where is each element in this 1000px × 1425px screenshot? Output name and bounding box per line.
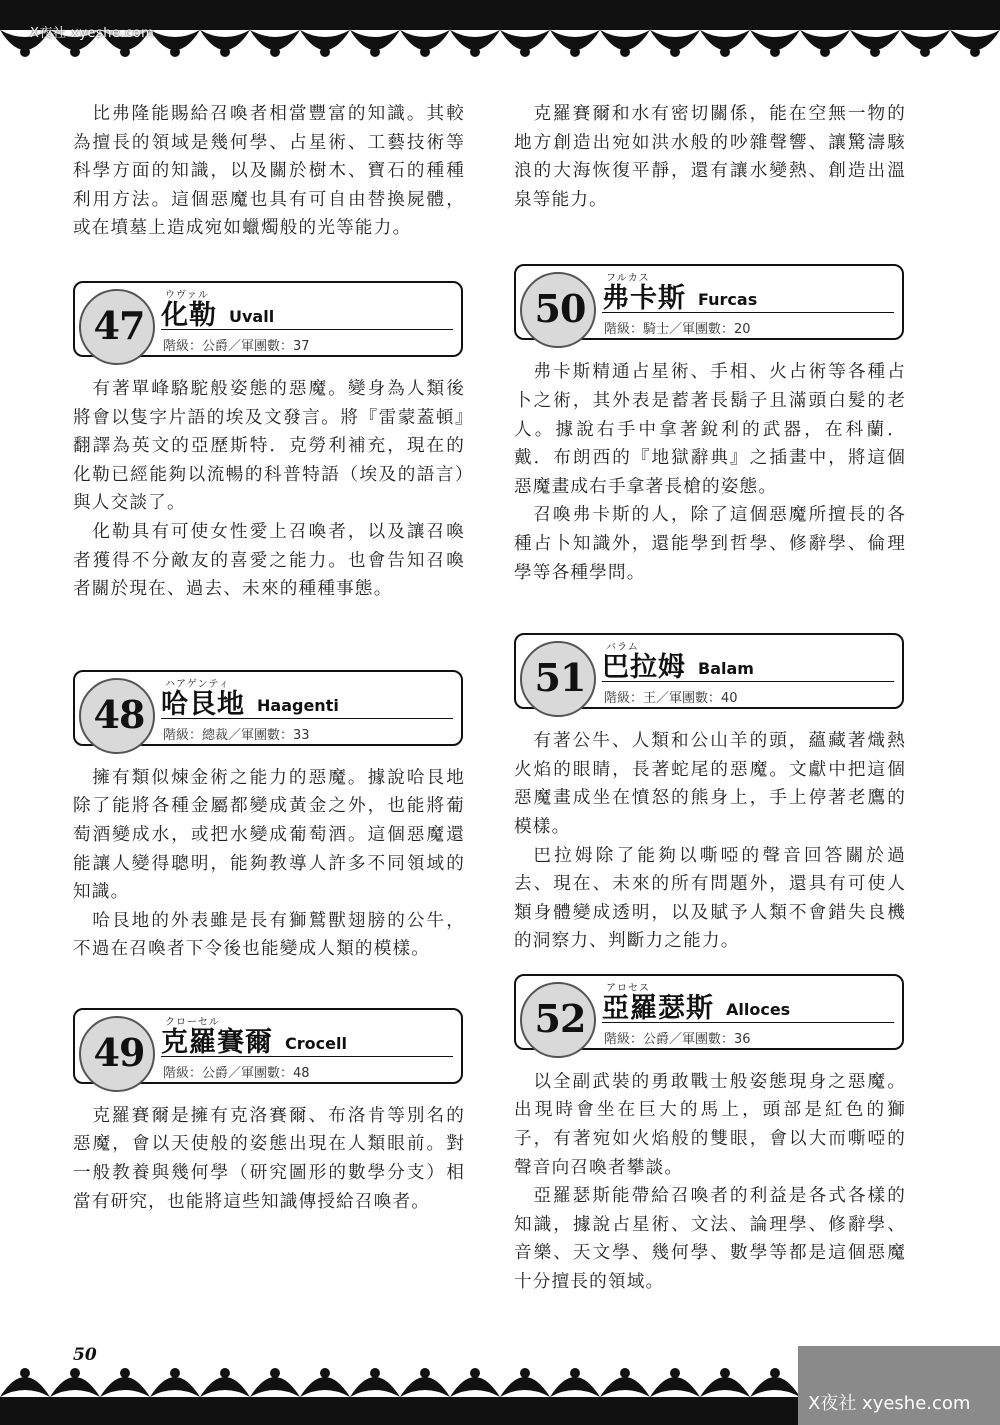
body-paragraph: 化勒具有可使女性愛上召喚者，以及讓召喚者獲得不分敵友的喜愛之能力。也會告知召喚者關於現在、過去、未來的種種事態。 [73,521,465,600]
ornament-dot [320,1368,330,1378]
ornament-dot [720,47,730,57]
ornament-scallop [500,1377,550,1397]
ornament-dot [920,47,930,57]
ornament-dot [320,47,330,57]
watermark-top: X夜社 xyeshe.com [30,26,155,41]
entry-number: 51 [534,655,586,701]
demon-name: 克羅賽爾 [161,1026,273,1058]
ornament-dot [370,1368,380,1378]
ornament-scallop [350,1377,400,1397]
entry-header-47 [73,281,465,361]
ornament-scallop [0,1377,50,1397]
ornament-scallop [700,1377,750,1397]
ornament-scallop [250,1377,300,1397]
demon-name: 化勒 [161,299,217,331]
ruby-reading: ウヴァル [165,289,209,301]
body-paragraph: 有著單峰駱駝般姿態的惡魔。變身為人類後將會以隻字片語的埃及文發言。將『雷蒙蓋頓』翻譯為英文的亞歷斯特．克勞利補充，現在的化勒已經能夠以流暢的科普特語（埃及的語言）與人交談了。 [73,378,465,514]
ornament-dot [220,1368,230,1378]
ornament-dot [70,47,80,57]
header-rule [161,329,453,330]
ornament-scallop [300,1377,350,1397]
header-rule [161,1056,453,1057]
page-number: 50 [73,1345,97,1365]
intro-paragraph: 比弗隆能賜給召喚者相當豐富的知識。其較為擅長的領域是幾何學、占星術、工藝技術等科學方面的知識，以及關於樹木、寶石的種種利用方法。這個惡魔也具有可自由替換屍體，或在墳墓上造成宛如蠟燭般的光等能力。 [73,104,465,239]
ornament-dot [420,47,430,57]
ornament-scallop [450,1377,500,1397]
ornament-dot [720,1368,730,1378]
ornament-scallop [550,1377,600,1397]
entry-header-49 [73,1008,465,1088]
header-rule [602,681,894,682]
body-paragraph: 以全副武裝的勇敢戰士般姿態現身之惡魔。出現時會坐在巨大的馬上，頭部是紅色的獅子，有著宛如火焰般的雙眼，會以大而嘶啞的聲音向召喚者攀談。 [514,1071,906,1178]
ornament-dot [670,1368,680,1378]
ornament-scallop [150,1377,200,1397]
demon-name: 巴拉姆 [602,652,686,684]
rank-info: 階級：公爵／軍團數：36 [604,1031,751,1047]
ornament-dot [370,47,380,57]
watermark-bottom-text: X夜社 xyeshe.com [808,1393,971,1414]
right-column [514,100,906,1297]
demon-name: 弗卡斯 [602,283,686,315]
entry-header-51 [514,633,906,713]
ornament-dot [520,1368,530,1378]
ruby-reading: ハアゲンティ [165,678,230,690]
ruby-reading: フルカス [606,273,650,285]
ornament-dot [820,47,830,57]
ornament-dot [420,1368,430,1378]
rank-info: 階級：公爵／軍團數：48 [163,1065,310,1081]
ornament-dot [120,47,130,57]
body-paragraph: 弗卡斯精通占星術、手相、火占術等各種占卜之術，其外表是蓄著長鬍子且滿頭白髮的老人。據說右手中拿著銳利的武器，在科蘭．戴．布朗西的『地獄辭典』之插畫中，將這個惡魔畫成右手拿著長槍的姿態。 [514,362,906,497]
ornament-scallop [200,1377,250,1397]
ornament-dot [520,47,530,57]
body-paragraph: 有著公牛、人類和公山羊的頭，蘊藏著熾熱火焰的眼睛，長著蛇尾的惡魔。文獻中把這個惡魔畫成坐在憤怒的熊身上，手上停著老鷹的模樣。 [514,731,906,837]
ornament-dot [670,47,680,57]
entry-header-48 [73,670,465,750]
latin-name: Alloces [726,999,791,1019]
ornament-dot [70,1368,80,1378]
body-paragraph: 克羅賽爾是擁有克洛賽爾、布洛肯等別名的惡魔，會以天使般的姿態出現在人類眼前。對一般教養與幾何學（研究圖形的數學分支）相當有研究，也能將這些知識傳授給召喚者。 [73,1105,465,1212]
ornament-dot [970,47,980,57]
ornament-dot [220,47,230,57]
header-rule [602,312,894,313]
ornament-dot [170,47,180,57]
rank-info: 階級：王／軍團數：40 [604,691,738,707]
ornament-scallop [600,1377,650,1397]
ornament-scallop [100,1377,150,1397]
latin-name: Crocell [285,1033,347,1053]
ornament-dot [870,47,880,57]
ruby-reading: バラム [606,642,639,654]
latin-name: Uvall [229,306,275,326]
demon-name: 亞羅瑟斯 [602,992,714,1024]
ornament-dot [270,47,280,57]
ornament-dot [470,47,480,57]
ruby-reading: アロセス [606,982,650,994]
entry-number: 47 [93,302,145,348]
entry-number: 52 [534,995,586,1041]
body-paragraph: 亞羅瑟斯能帶給召喚者的利益是各式各樣的知識，據說占星術、文法、論理學、修辭學、音樂、天文學、幾何學、數學等都是這個惡魔十分擅長的領域。 [514,1186,906,1293]
ornament-scallop [400,1377,450,1397]
ornament-scallop [50,1377,100,1397]
header-rule [602,1022,894,1023]
ornament-dot [770,47,780,57]
latin-name: Balam [698,659,754,679]
rank-info: 階級：騎士／軍團數：20 [604,322,751,338]
left-column [73,100,465,1216]
intro-paragraph: 克羅賽爾和水有密切關係，能在空無一物的地方創造出宛如洪水般的吵雜聲響、讓驚濤駭浪的大海恢復平靜，還有讓水變熱、創造出溫泉等能力。 [514,104,906,210]
rank-info: 階級：公爵／軍團數：37 [163,338,310,354]
latin-name: Furcas [698,290,758,310]
entry-header-52 [514,974,906,1054]
ruby-reading: クローセル [165,1016,220,1028]
entry-number: 50 [534,286,586,332]
rank-info: 階級：總裁／軍團數：33 [163,727,310,743]
header-rule [161,718,453,719]
ornament-scallop [650,1377,700,1397]
body-paragraph: 召喚弗卡斯的人，除了這個惡魔所擅長的各種占卜知識外，還能學到哲學、修辭學、倫理學等各種學問。 [514,505,906,583]
ornament-dot [620,1368,630,1378]
entry-number: 49 [93,1029,145,1075]
ornament-dot [570,1368,580,1378]
ornament-dot [470,1368,480,1378]
ornament-dot [570,47,580,57]
watermark-bottom [798,1346,1000,1425]
ornament-scallop [750,1377,800,1397]
ornament-dot [20,47,30,57]
latin-name: Haagenti [257,695,339,715]
ornament-dot [770,1368,780,1378]
demon-name: 哈艮地 [161,688,245,720]
entry-number: 48 [93,691,145,737]
ornament-dot [170,1368,180,1378]
ornament-dot [620,47,630,57]
body-paragraph: 巴拉姆除了能夠以嘶啞的聲音回答關於過去、現在、未來的所有問題外，還具有可使人類身體變成透明，以及賦予人類不會錯失良機的洞察力、判斷力之能力。 [514,845,906,952]
entry-header-50 [514,264,906,344]
ornament-dot [20,1368,30,1378]
ornament-dot [120,1368,130,1378]
body-paragraph: 擁有類似煉金術之能力的惡魔。據說哈艮地除了能將各種金屬都變成黃金之外，也能將葡萄酒變成水，或把水變成葡萄酒。這個惡魔還能讓人變得聰明，能夠教導人許多不同領域的知識。 [73,767,465,903]
ornament-dot [270,1368,280,1378]
body-paragraph: 哈艮地的外表雖是長有獅鷲獸翅膀的公牛，不過在召喚者下令後也能變成人類的模樣。 [73,910,465,960]
